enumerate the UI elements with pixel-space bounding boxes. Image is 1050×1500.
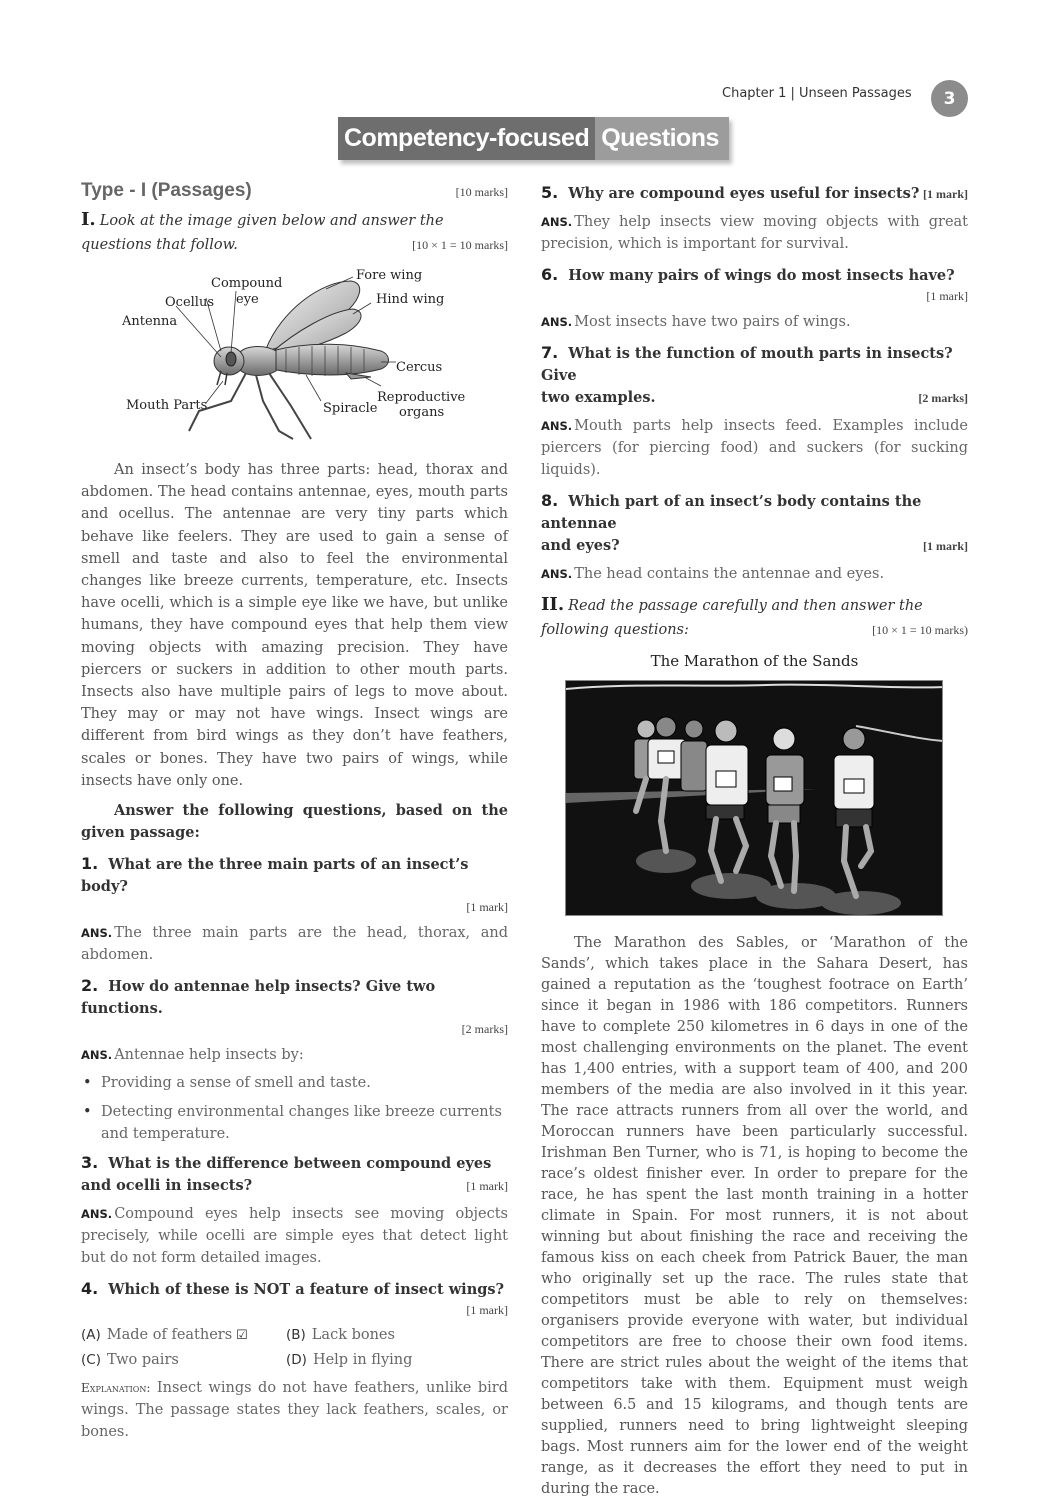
banner-part-2: Questions bbox=[595, 117, 729, 160]
check-icon: ☑ bbox=[236, 1328, 248, 1344]
answer bbox=[81, 922, 508, 966]
question-number: 5. bbox=[541, 183, 559, 202]
question-text: How do antennae help insects? Give two functions. bbox=[81, 978, 436, 1018]
bullet-item: • Providing a sense of smell and taste. bbox=[101, 1072, 508, 1094]
passage2-roman: II. bbox=[541, 594, 565, 615]
question-text-cont: and eyes? bbox=[541, 537, 620, 554]
question-number: 1. bbox=[81, 854, 99, 874]
right-column bbox=[541, 180, 968, 1500]
label-fore-wing: Fore wing bbox=[356, 268, 423, 283]
answer-bullets bbox=[81, 1072, 508, 1145]
insect-diagram bbox=[81, 261, 508, 451]
chapter-header: Chapter 1 | Unseen Passages bbox=[722, 86, 912, 101]
question-2 bbox=[81, 975, 508, 1145]
answer-text: Antennae help insects by: bbox=[114, 1047, 304, 1064]
question-8 bbox=[541, 490, 968, 585]
question-text: How many pairs of wings do most insects have? bbox=[568, 267, 955, 284]
question-text: Which of these is NOT a feature of insect wings? bbox=[108, 1281, 505, 1299]
section-title: Type - I (Passages) bbox=[81, 180, 252, 201]
answer-text: The three main parts are the head, thorax, and abdomen. bbox=[81, 925, 508, 964]
runners-illustration-icon bbox=[566, 681, 943, 916]
ans-label: ANS. bbox=[81, 1207, 113, 1222]
section-banner bbox=[338, 117, 729, 160]
ans-label: ANS. bbox=[81, 1048, 113, 1063]
question-marks: [1 mark] bbox=[923, 539, 968, 553]
answer-text: They help insects view moving objects with great precision, which is important for survival. bbox=[541, 214, 968, 252]
label-mouth-parts: Mouth Parts bbox=[126, 398, 208, 413]
question-7 bbox=[541, 342, 968, 481]
section-marks: [10 marks] bbox=[455, 185, 508, 199]
question-number: 7. bbox=[541, 343, 559, 362]
label-compound: Compound bbox=[211, 276, 283, 291]
answer bbox=[541, 311, 968, 333]
answer-text: The head contains the antennae and eyes. bbox=[574, 566, 885, 582]
explanation bbox=[81, 1377, 508, 1443]
ans-label: ANS. bbox=[541, 419, 573, 433]
label-organs: organs bbox=[399, 405, 445, 420]
section-heading bbox=[81, 180, 508, 202]
left-column bbox=[81, 180, 508, 1443]
answer-text: Compound eyes help insects see moving objects precisely, while ocelli are simple eyes that detect light but do not form detailed images. bbox=[81, 1206, 508, 1267]
ans-label: ANS. bbox=[541, 315, 573, 329]
label-spiracle: Spiracle bbox=[323, 401, 378, 416]
question-3 bbox=[81, 1152, 508, 1269]
passage2-instruction bbox=[541, 593, 968, 642]
option-b[interactable]: (B) Lack bones bbox=[286, 1327, 395, 1344]
question-number: 4. bbox=[81, 1279, 99, 1299]
answer bbox=[81, 1044, 508, 1066]
instruction-line-1: Look at the image given below and answer the bbox=[99, 213, 444, 229]
question-text: Why are compound eyes useful for insects? bbox=[568, 185, 920, 202]
instruction-line-2: following questions: bbox=[541, 622, 689, 638]
question-text: What is the function of mouth parts in insects? Give bbox=[541, 345, 953, 384]
label-hind-wing: Hind wing bbox=[376, 292, 445, 307]
question-number: 2. bbox=[81, 976, 99, 996]
answer-prompt: Answer the following questions, based on the given passage: bbox=[81, 802, 508, 842]
question-marks: [1 mark] bbox=[466, 1179, 508, 1194]
label-ocellus: Ocellus bbox=[165, 295, 214, 310]
question-marks: [1 mark] bbox=[466, 1303, 508, 1318]
page-number-badge: 3 bbox=[931, 80, 968, 117]
answer-text: Mouth parts help insects feed. Examples include piercers (for piercing food) and suckers (for sucking liquids). bbox=[541, 418, 968, 478]
label-eye: eye bbox=[236, 292, 259, 307]
question-text-cont: two examples. bbox=[541, 389, 656, 406]
insect-illustration-icon bbox=[81, 261, 508, 451]
passage1-text: An insect’s body has three parts: head, thorax and abdomen. The head contains antennae, eyes, mouth parts and ocellus. The antennae are very tiny parts which behave like feelers. They are used to gain a sense of smell and taste and also to feel the environmental changes like breeze currents, temperature, etc. Insects have ocelli, which is a simple eye like we have, but unlike humans, they have compound eyes that help them view moving objects with amazing precision. They have piercers or suckers in addition to other mouth parts. Insects also have multiple pairs of legs to move about. They may or may not have wings. Insect wings are different from bird wings as they don’t have feathers, scales or bones. They have two pairs of wings, while insects have only one. bbox=[81, 462, 508, 789]
question-marks: [1 mark] bbox=[466, 900, 508, 915]
passage2-text: The Marathon des Sables, or ‘Marathon of the Sands’, which takes place in the Sahara Desert, has gained a reputation as the ‘toughest footrace on Earth’ since it began in 1986 with 186 competitors. Runners have to complete 250 kilometres in 6 days in one of the most challenging environments on the planet. The event has 1,400 entries, with a support team of 400, and 200 members of the media are also involved in it this year. The race attracts runners from all over the world, and Moroccan runners have been particularly successful. Irishman Ben Turner, who is 71, is hoping to become the race’s oldest finisher ever. In order to prepare for the race, he has spent the last month training in a hotter climate in Spain. For most runners, it is not about winning but about finishing the race and receiving the famous kiss on each cheek from Patrick Bauer, the man who originally set up the race. The rules state that competitors must be able to rely on themselves: organisers provide everyone with water, but individual competitors are free to choose their own food items. There are strict rules about the weight of the items that competitors take with them. Equipment must weigh between 6.5 and 15 kilograms, and though tents are supplied, runners need to bring lightweight sleeping bags. Most runners aim for the lower end of the weight range, as it decreases the effort they need to put in during the race. bbox=[541, 935, 968, 1497]
question-number: 3. bbox=[81, 1153, 99, 1173]
mcq-options bbox=[81, 1327, 508, 1368]
explanation-label: Explanation: bbox=[81, 1381, 151, 1396]
explanation-text: Insect wings do not have feathers, unlike bird wings. The passage states they lack feathers, scales, or bones. bbox=[81, 1380, 508, 1441]
answer bbox=[541, 415, 968, 481]
option-d[interactable]: (D) Help in flying bbox=[286, 1352, 413, 1369]
bullet-item: • Detecting environmental changes like breeze currents and temperature. bbox=[101, 1101, 508, 1145]
label-reproductive: Reproductive bbox=[377, 390, 466, 405]
passage2-title: The Marathon of the Sands bbox=[650, 652, 859, 670]
question-marks: [1 mark] bbox=[923, 187, 968, 201]
passage1-instruction bbox=[81, 208, 508, 257]
passage1-roman: I. bbox=[81, 209, 96, 230]
question-text: What is the difference between compound eyes and ocelli in insects? bbox=[81, 1155, 492, 1195]
question-5 bbox=[541, 182, 968, 255]
question-1 bbox=[81, 853, 508, 966]
passage2-marks: [10 × 1 = 10 marks) bbox=[872, 623, 968, 637]
ans-label: ANS. bbox=[541, 567, 573, 581]
ans-label: ANS. bbox=[81, 926, 113, 941]
instruction-line-2: questions that follow. bbox=[81, 237, 238, 253]
runners-image bbox=[565, 680, 943, 916]
answer bbox=[541, 563, 968, 585]
answer bbox=[81, 1203, 508, 1269]
question-text: What are the three main parts of an insect’s body? bbox=[81, 856, 469, 896]
option-a[interactable]: (A) Made of feathers ☑ bbox=[81, 1327, 248, 1344]
question-number: 6. bbox=[541, 265, 559, 284]
label-cercus: Cercus bbox=[396, 360, 443, 375]
option-c[interactable]: (C) Two pairs bbox=[81, 1352, 179, 1369]
ans-label: ANS. bbox=[541, 215, 573, 229]
question-number: 8. bbox=[541, 491, 559, 510]
passage1-marks: [10 × 1 = 10 marks] bbox=[412, 238, 508, 252]
question-marks: [2 marks] bbox=[918, 391, 968, 405]
question-marks: [1 mark] bbox=[926, 289, 968, 303]
banner-part-1: Competency-focused bbox=[338, 117, 595, 160]
question-6 bbox=[541, 264, 968, 333]
instruction-line-1: Read the passage carefully and then answer the bbox=[568, 598, 923, 614]
question-4 bbox=[81, 1278, 508, 1443]
answer-text: Most insects have two pairs of wings. bbox=[574, 314, 851, 330]
answer bbox=[541, 211, 968, 255]
question-text: Which part of an insect’s body contains the antennae bbox=[541, 493, 922, 532]
label-antenna: Antenna bbox=[122, 314, 178, 329]
question-marks: [2 marks] bbox=[461, 1022, 508, 1037]
